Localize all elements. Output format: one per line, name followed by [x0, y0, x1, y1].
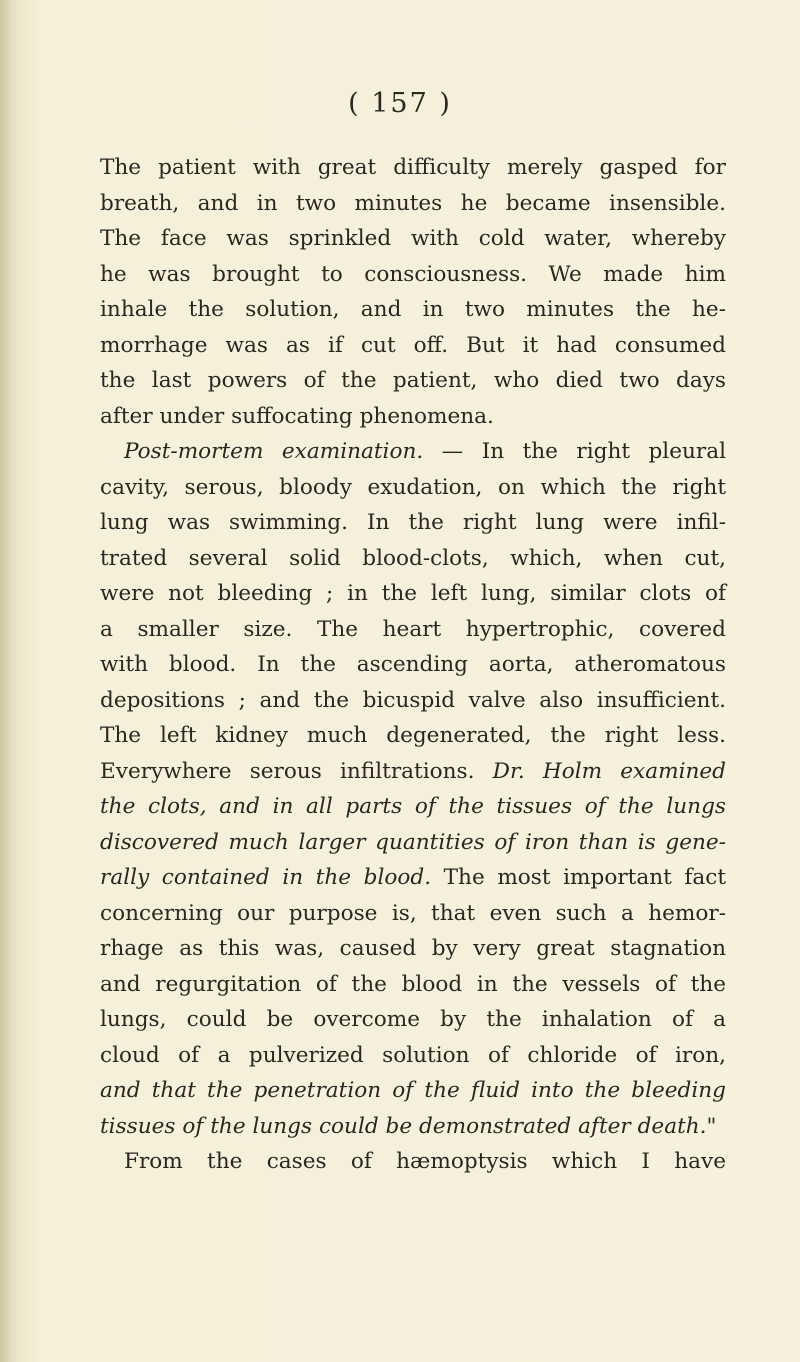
- text-segment: a smaller size. The heart hypertrophic, covered: [100, 616, 726, 642]
- text-line: [100, 825, 726, 861]
- text-segment: the last powers of the patient, who died two days: [100, 368, 726, 393]
- text-segment: The left kidney much degenerated, the right less.: [100, 723, 726, 748]
- text-segment: with blood. In the ascending aorta, atheromatous: [100, 652, 726, 677]
- italic-text-segment: Post-mortem examination.: [124, 439, 424, 464]
- text-segment: cloud of a pulverized solution of chloride of iron,: [100, 1042, 726, 1068]
- text-line: [100, 292, 726, 328]
- text-line: [100, 576, 726, 612]
- text-line: [100, 434, 726, 470]
- text-line: [100, 1002, 726, 1038]
- text-line: [100, 860, 726, 896]
- text-segment: breath, and in two minutes he became insensible.: [100, 190, 726, 216]
- text-line: [100, 150, 726, 186]
- text-segment: The patient with great difficulty merely gasped for: [100, 155, 726, 180]
- text-segment: inhale the solution, and in two minutes the he-: [100, 297, 726, 322]
- text-segment: — In the right pleural: [423, 439, 726, 464]
- text-segment: The most important fact: [431, 865, 726, 890]
- text-line: [100, 683, 726, 719]
- italic-text-segment: Dr. Holm examined: [492, 758, 727, 784]
- page-binding-shadow: [0, 0, 10, 1362]
- text-line: [100, 718, 726, 754]
- text-segment: cavity, serous, bloody exudation, on which the right: [100, 474, 726, 500]
- italic-text-segment: the clots, and in all parts of the tissues of the lungs: [100, 794, 726, 819]
- text-line: [100, 1038, 726, 1074]
- text-segment: Everywhere serous infiltrations.: [100, 758, 493, 784]
- text-line: [100, 612, 726, 648]
- text-line: [100, 363, 726, 399]
- italic-text-segment: tissues of the lungs could be demonstrated after death.: [100, 1113, 707, 1139]
- text-segment: and regurgitation of the blood in the vessels of the: [100, 971, 726, 997]
- text-line: [100, 754, 726, 790]
- page-number: ( 157 ): [348, 88, 452, 119]
- text-line: [100, 931, 726, 967]
- text-line: [100, 186, 726, 222]
- text-line: [100, 541, 726, 577]
- italic-text-segment: and that the penetration of the fluid into the bleeding: [100, 1078, 726, 1103]
- body-text: [100, 150, 726, 1180]
- text-line: [100, 1073, 726, 1109]
- text-line: [100, 399, 726, 435]
- text-segment: From the cases of hæmoptysis which I have: [124, 1149, 726, 1174]
- text-line: [100, 1144, 726, 1180]
- text-line: [100, 257, 726, 293]
- text-line: [100, 789, 726, 825]
- text-line: [100, 967, 726, 1003]
- text-segment: trated several solid blood-clots, which, when cut,: [100, 545, 726, 571]
- italic-text-segment: rally contained in the blood.: [100, 865, 432, 890]
- text-line: [100, 470, 726, 506]
- text-line: [100, 505, 726, 541]
- text-segment: depositions ; and the bicuspid valve also insufficient.: [100, 687, 726, 713]
- text-line: [100, 647, 726, 683]
- text-line: [100, 1109, 726, 1145]
- text-segment: rhage as this was, caused by very great stagnation: [100, 936, 726, 961]
- text-line: [100, 328, 726, 364]
- text-segment: lung was swimming. In the right lung were infil-: [100, 510, 726, 535]
- text-segment: ": [706, 1113, 717, 1139]
- text-line: [100, 896, 726, 932]
- text-segment: he was brought to consciousness. We made him: [100, 261, 726, 287]
- text-segment: were not bleeding ; in the left lung, similar clots of: [100, 581, 726, 606]
- text-line: [100, 221, 726, 257]
- italic-text-segment: discovered much larger quantities of iron than is gene-: [100, 829, 726, 855]
- text-segment: concerning our purpose is, that even such a hemor-: [100, 900, 726, 926]
- text-segment: The face was sprinkled with cold water, whereby: [100, 226, 726, 251]
- text-segment: morrhage was as if cut off. But it had consumed: [100, 332, 726, 358]
- text-segment: after under suffocating phenomena.: [100, 403, 494, 429]
- text-segment: lungs, could be overcome by the inhalation of a: [100, 1007, 726, 1032]
